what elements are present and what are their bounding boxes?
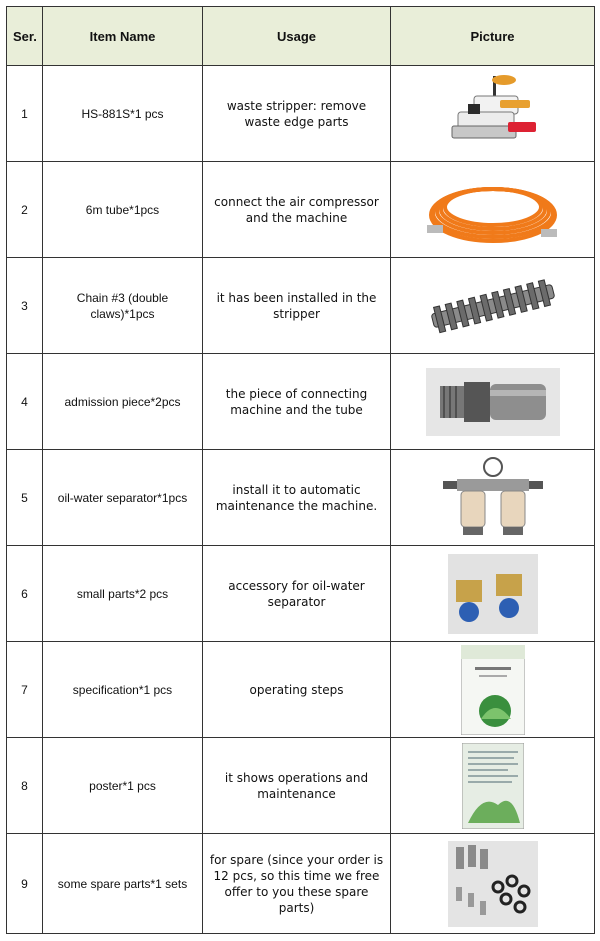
table-row xyxy=(7,258,595,354)
air-tube-photo xyxy=(423,169,563,251)
item-name-cell: 6m tube*1pcs xyxy=(43,162,203,258)
picture-cell xyxy=(391,258,595,354)
spare-parts-photo xyxy=(448,841,538,927)
item-name-cell: specification*1 pcs xyxy=(43,642,203,738)
table-row xyxy=(7,162,595,258)
item-name-cell: Chain #3 (double claws)*1pcs xyxy=(43,258,203,354)
separator-photo xyxy=(443,457,543,539)
table-row xyxy=(7,354,595,450)
table-row xyxy=(7,546,595,642)
ser-cell: 3 xyxy=(7,258,43,354)
chain-photo xyxy=(423,271,563,341)
usage-cell: the piece of connecting machine and the tube xyxy=(203,354,391,450)
usage-cell: it has been installed in the stripper xyxy=(203,258,391,354)
waste-stripper-photo xyxy=(438,74,548,154)
ser-cell: 8 xyxy=(7,738,43,834)
picture-cell xyxy=(391,834,595,934)
picture-cell xyxy=(391,354,595,450)
table-row xyxy=(7,738,595,834)
table-row xyxy=(7,450,595,546)
item-name-cell: some spare parts*1 sets xyxy=(43,834,203,934)
usage-cell: accessory for oil-water separator xyxy=(203,546,391,642)
header-usage: Usage xyxy=(203,7,391,66)
packing-list-table xyxy=(6,6,595,934)
picture-cell xyxy=(391,66,595,162)
ser-cell: 7 xyxy=(7,642,43,738)
usage-cell: install it to automatic maintenance the machine. xyxy=(203,450,391,546)
ser-cell: 6 xyxy=(7,546,43,642)
header-row xyxy=(7,7,595,66)
usage-cell: waste stripper: remove waste edge parts xyxy=(203,66,391,162)
item-name-cell: HS-881S*1 pcs xyxy=(43,66,203,162)
poster-photo xyxy=(462,743,524,829)
ser-cell: 1 xyxy=(7,66,43,162)
ser-cell: 5 xyxy=(7,450,43,546)
usage-cell: operating steps xyxy=(203,642,391,738)
item-name-cell: oil-water separator*1pcs xyxy=(43,450,203,546)
table-row xyxy=(7,642,595,738)
picture-cell xyxy=(391,162,595,258)
fittings-photo xyxy=(448,554,538,634)
picture-cell xyxy=(391,738,595,834)
item-name-cell: admission piece*2pcs xyxy=(43,354,203,450)
item-name-cell: poster*1 pcs xyxy=(43,738,203,834)
picture-cell xyxy=(391,642,595,738)
header-ser: Ser. xyxy=(7,7,43,66)
picture-cell xyxy=(391,450,595,546)
usage-cell: it shows operations and maintenance xyxy=(203,738,391,834)
ser-cell: 9 xyxy=(7,834,43,934)
header-picture: Picture xyxy=(391,7,595,66)
picture-cell xyxy=(391,546,595,642)
header-item-name: Item Name xyxy=(43,7,203,66)
usage-cell: connect the air compressor and the machine xyxy=(203,162,391,258)
ser-cell: 4 xyxy=(7,354,43,450)
ser-cell: 2 xyxy=(7,162,43,258)
item-name-cell: small parts*2 pcs xyxy=(43,546,203,642)
manual-photo xyxy=(461,645,525,735)
connector-photo xyxy=(426,368,560,436)
usage-cell: for spare (since your order is 12 pcs, so this time we free offer to you these spare parts) xyxy=(203,834,391,934)
table-row xyxy=(7,834,595,934)
table-row xyxy=(7,66,595,162)
